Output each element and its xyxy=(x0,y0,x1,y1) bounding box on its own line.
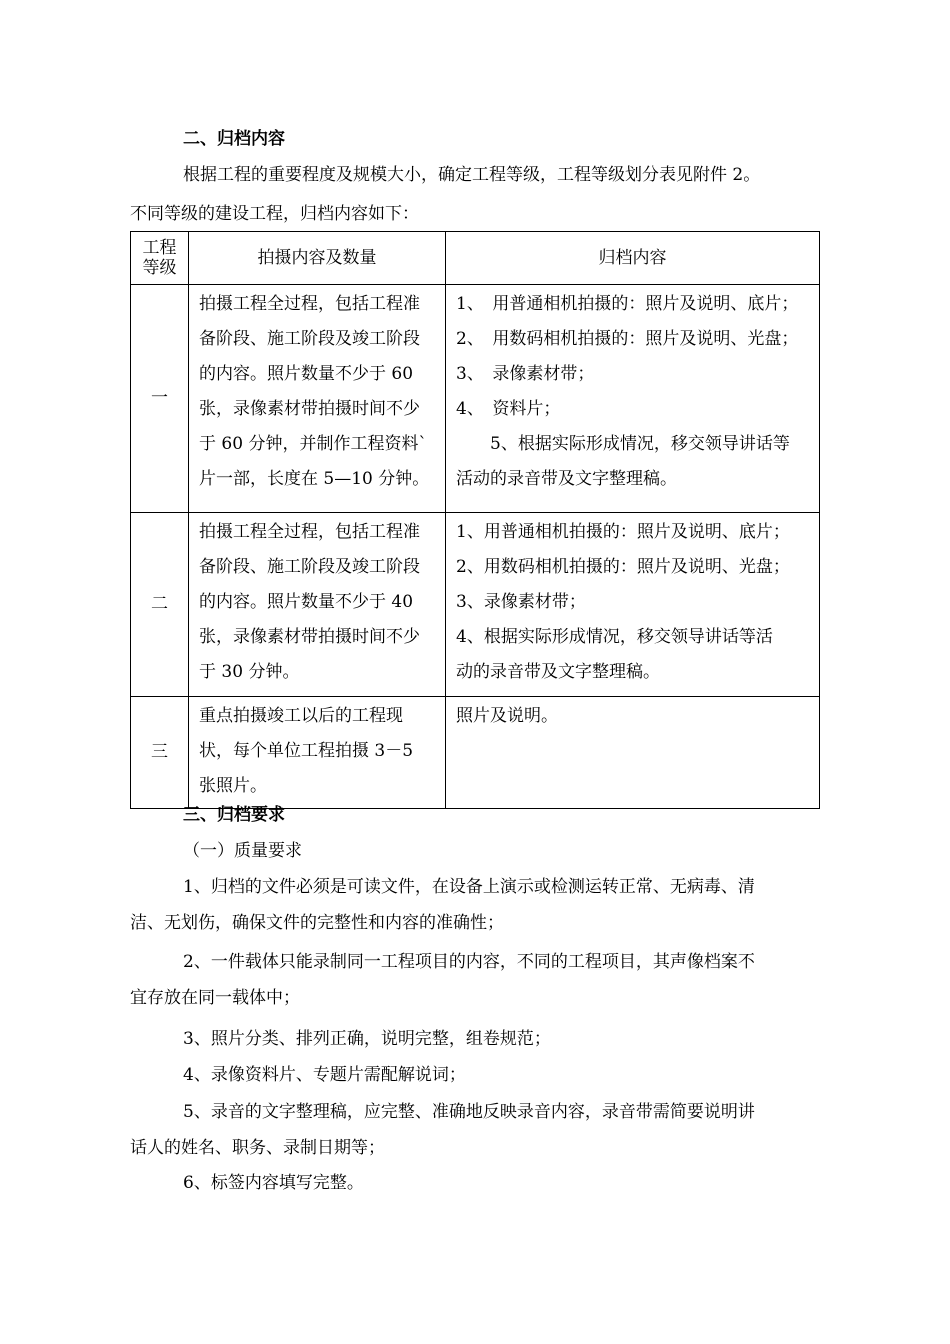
requirement-5-line-1: 5、录音的文字整理稿，应完整、准确地反映录音内容，录音带需简要说明讲 xyxy=(183,1102,755,1122)
header-grade: 工程 等级 xyxy=(131,232,189,285)
table-header-row xyxy=(131,232,820,285)
header-shoot-content: 拍摄内容及数量 xyxy=(189,232,446,285)
header-archive-content: 归档内容 xyxy=(446,232,820,285)
requirement-3: 3、照片分类、排列正确，说明完整，组卷规范； xyxy=(183,1029,551,1049)
requirement-4: 4、录像资料片、专题片需配解说词； xyxy=(183,1065,466,1085)
grade-cell: 一 xyxy=(131,285,189,513)
quality-requirements-title: （一）质量要求 xyxy=(183,841,302,861)
section-2-title: 二、归档内容 xyxy=(183,129,285,149)
archive-cell: 1、 用普通相机拍摄的：照片及说明、底片； 2、 用数码相机拍摄的：照片及说明、光盘； 3、 录像素材带； 4、 资料片； 5、根据实际形成情况，移交领导讲话等 活动的录音带及文字整理稿。 xyxy=(446,285,820,513)
shoot-cell: 拍摄工程全过程，包括工程准 备阶段、施工阶段及竣工阶段 的内容。照片数量不少于 40 张，录像素材带拍摄时间不少 于 30 分钟。 xyxy=(189,513,446,697)
requirement-1-line-2: 洁、无划伤，确保文件的完整性和内容的准确性； xyxy=(130,913,504,933)
table-row xyxy=(131,513,820,697)
requirement-2-line-2: 宜存放在同一载体中； xyxy=(130,988,300,1008)
section-2-intro-line-2: 不同等级的建设工程，归档内容如下： xyxy=(130,204,419,224)
table-row xyxy=(131,285,820,513)
section-2-intro-line-1: 根据工程的重要程度及规模大小，确定工程等级，工程等级划分表见附件 2。 xyxy=(183,165,761,185)
section-3-title: 三、归档要求 xyxy=(183,805,285,825)
grade-table xyxy=(130,231,820,809)
requirement-1-line-1: 1、归档的文件必须是可读文件，在设备上演示或检测运转正常、无病毒、清 xyxy=(183,877,755,897)
archive-cell: 1、用普通相机拍摄的：照片及说明、底片； 2、用数码相机拍摄的：照片及说明、光盘； 3、录像素材带； 4、根据实际形成情况，移交领导讲话等活 动的录音带及文字整理稿。 xyxy=(446,513,820,697)
table-row xyxy=(131,697,820,809)
requirement-5-line-2: 话人的姓名、职务、录制日期等； xyxy=(130,1138,385,1158)
shoot-cell: 拍摄工程全过程，包括工程准 备阶段、施工阶段及竣工阶段 的内容。照片数量不少于 60 张，录像素材带拍摄时间不少 于 60 分钟，并制作工程资料` 片一部，长度在 5—10 分钟。 xyxy=(189,285,446,513)
grade-cell: 二 xyxy=(131,513,189,697)
requirement-6: 6、标签内容填写完整。 xyxy=(183,1173,364,1193)
grade-cell: 三 xyxy=(131,697,189,809)
archive-cell: 照片及说明。 xyxy=(446,697,820,809)
requirement-2-line-1: 2、一件载体只能录制同一工程项目的内容，不同的工程项目，其声像档案不 xyxy=(183,952,755,972)
shoot-cell: 重点拍摄竣工以后的工程现 状，每个单位工程拍摄 3－5 张照片。 xyxy=(189,697,446,809)
